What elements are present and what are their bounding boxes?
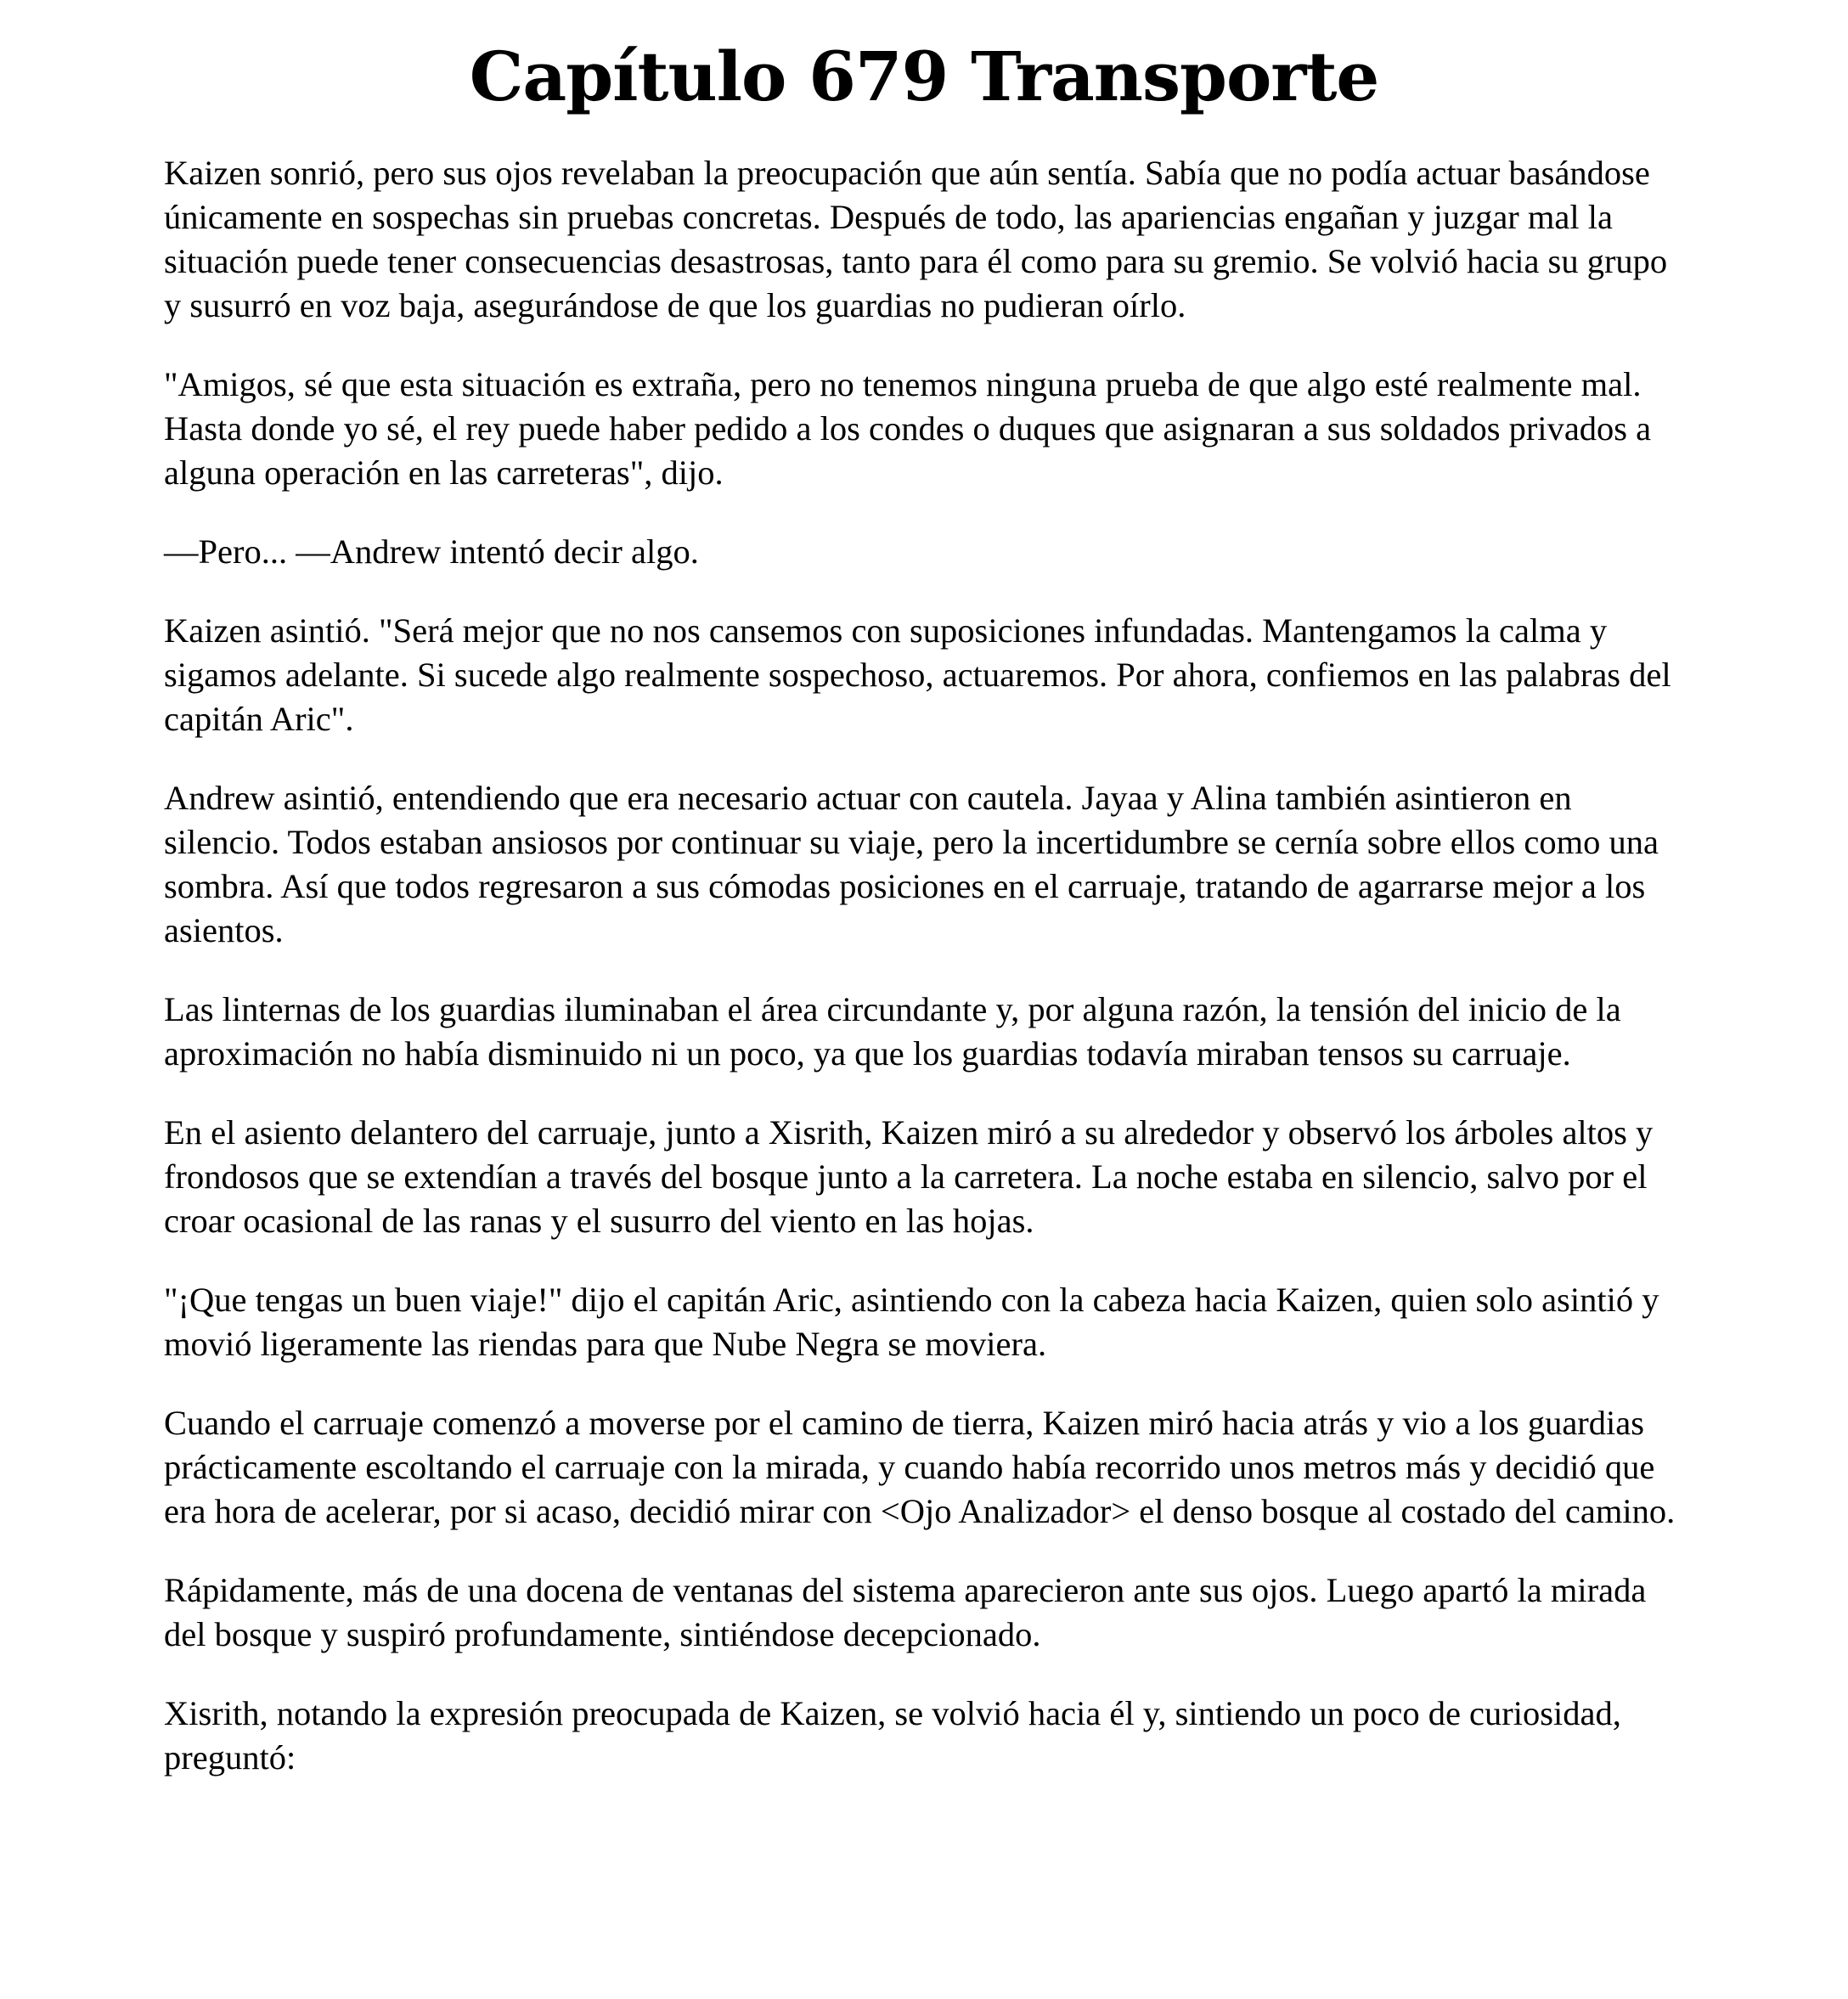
paragraph: Andrew asintió, entendiendo que era necesario actuar con cautela. Jayaa y Alina también asintieron en silencio. Todos estaban ansiosos por continuar su viaje, pero la incertidumbre se cernía sobre ellos como una sombra. Así que todos regresaron a sus cómodas posiciones en el carruaje, tratando de agarrarse mejor a los asientos. bbox=[164, 779, 1659, 949]
paragraph: Kaizen sonrió, pero sus ojos revelaban la preocupación que aún sentía. Sabía que no podía actuar basándose únicamente en sospechas sin pruebas concretas. Después de todo, las apariencias engañan y juzgar mal la situación puede tener consecuencias desastrosas, tanto para él como para su gremio. Se volvió hacia su grupo y susurró en voz baja, asegurándose de que los guardias no pudieran oírlo. bbox=[164, 154, 1668, 324]
paragraph: Cuando el carruaje comenzó a moverse por el camino de tierra, Kaizen miró hacia atrás y vio a los guardias prácticamente escoltando el carruaje con la mirada, y cuando había recorrido unos metros más y decidió que era hora de acelerar, por si acaso, decidió mirar con <Ojo Analizador> el denso bosque al costado del camino. bbox=[164, 1404, 1676, 1530]
paragraph: "¡Que tengas un buen viaje!" dijo el capitán Aric, asintiendo con la cabeza hacia Kaizen, quien solo asintió y movió ligeramente las riendas para que Nube Negra se moviera. bbox=[164, 1281, 1659, 1363]
paragraph: Las linternas de los guardias iluminaban el área circundante y, por alguna razón, la tensión del inicio de la aproximación no había disminuido ni un poco, ya que los guardias todavía miraban tensos su carruaje. bbox=[164, 990, 1621, 1073]
chapter-title: Capítulo 679 Transporte bbox=[469, 37, 1379, 116]
paragraph: "Amigos, sé que esta situación es extraña, pero no tenemos ninguna prueba de que algo esté realmente mal. Hasta donde yo sé, el rey puede haber pedido a los condes o duques que asignaran a sus soldados privados a alguna operación en las carreteras", dijo. bbox=[164, 365, 1652, 492]
paragraph: Kaizen asintió. "Será mejor que no nos cansemos con suposiciones infundadas. Mantengamos la calma y sigamos adelante. Si sucede algo realmente sospechoso, actuaremos. Por ahora, confiemos en las palabras del capitán Aric". bbox=[164, 611, 1671, 738]
paragraph: Rápidamente, más de una docena de ventanas del sistema aparecieron ante sus ojos. Luego apartó la mirada del bosque y suspiró profundamente, sintiéndose decepcionado. bbox=[164, 1571, 1647, 1653]
paragraph: —Pero... —Andrew intentó decir algo. bbox=[164, 532, 699, 571]
paragraph: En el asiento delantero del carruaje, junto a Xisrith, Kaizen miró a su alrededor y observó los árboles altos y frondosos que se extendían a través del bosque junto a la carretera. La noche estaba en silencio, salvo por el croar ocasional de las ranas y el susurro del viento en las hojas. bbox=[164, 1113, 1654, 1240]
chapter-body bbox=[164, 151, 1693, 1815]
paragraph: Xisrith, notando la expresión preocupada de Kaizen, se volvió hacia él y, sintiendo un poco de curiosidad, preguntó: bbox=[164, 1694, 1621, 1777]
